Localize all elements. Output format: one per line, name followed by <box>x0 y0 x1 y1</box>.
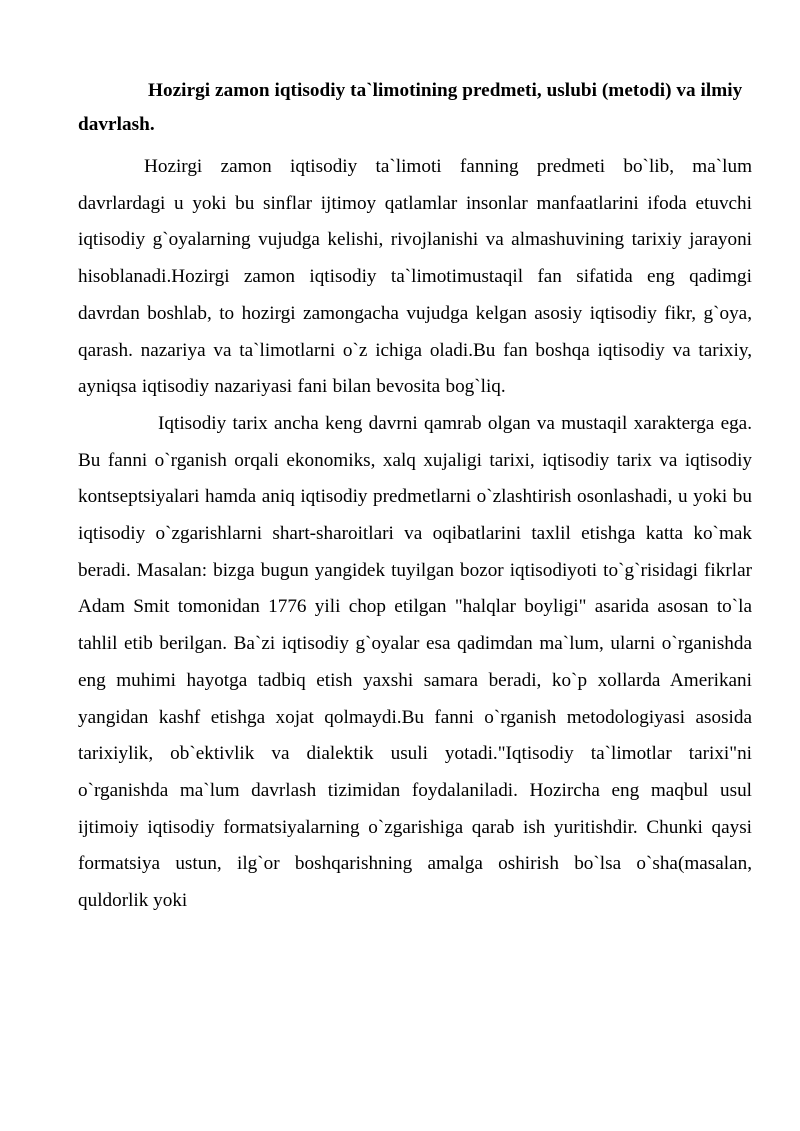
document-title: Hozirgi zamon iqtisodiy ta`limotining predmeti, uslubi (metodi) va ilmiy davrlash. <box>78 80 743 135</box>
paragraph-2: Iqtisodiy tarix ancha keng davrni qamrab olgan va mustaqil xarakterga ega. Bu fanni o`rganish orqali ekonomiks, xalq xujaligi tarixi, iqtisodiy tarix va iqtisodiy kontseptsiyalari hamda aniq iqtisodiy predmetlarni o`zlashtirish osonlashadi, u yoki bu iqtisodiy o`zgarishlarni shart-sharoitlari va oqibatlarini taxlil etishga katta ko`mak beradi. Masalan: bizga bugun yangidek tuyilgan bozor iqtisodiyoti to`g`risidagi fikrlar Adam Smit tomonidan 1776 yili chop etilgan "halqlar boyligi" asarida asosan to`la tahlil etib berilgan. Ba`zi iqtisodiy g`oyalar esa qadimdan ma`lum, ularni o`rganishda eng muhimi hayotga tadbiq etish yaxshi samara beradi, ko`p xollarda Amerikani yangidan kashf etishga xojat qolmaydi.Bu fanni o`rganish metodologiyasi asosida tarixiylik, ob`ektivlik va dialektik usuli yotadi."Iqtisodiy ta`limotlar tarixi"ni o`rganishda ma`lum davrlash tizimidan foydalaniladi. Hozircha eng maqbul usul ijtimoiy iqtisodiy formatsiyalarning o`zgarishiga qarab ish yuritishdir. Chunki qaysi formatsiya ustun, ilg`or boshqarishning amalga oshirish bo`lsa o`sha(masalan, quldorlik yoki <box>78 412 752 912</box>
paragraph-1: Hozirgi zamon iqtisodiy ta`limoti fanning predmeti bo`lib, ma`lum davrlardagi u yoki bu sinflar ijtimoy qatlamlar insonlar manfaatlarini ifoda etuvchi iqtisodiy g`oyalarning vujudga kelishi, rivojlanishi va almashuvining tarixiy jarayoni hisoblanadi.Hozirgi zamon iqtisodiy ta`limotimustaqil fan sifatida eng qadimgi davrdan boshlab, to hozirgi zamongacha vujudga kelgan asosiy iqtisodiy fikr, g`oya, qarash. nazariya va ta`limotlarni o`z ichiga oladi.Bu fan boshqa iqtisodiy va tarixiy, ayniqsa iqtisodiy nazariyasi fani bilan bevosita bog`liq. <box>78 156 752 398</box>
document-page <box>78 74 752 920</box>
